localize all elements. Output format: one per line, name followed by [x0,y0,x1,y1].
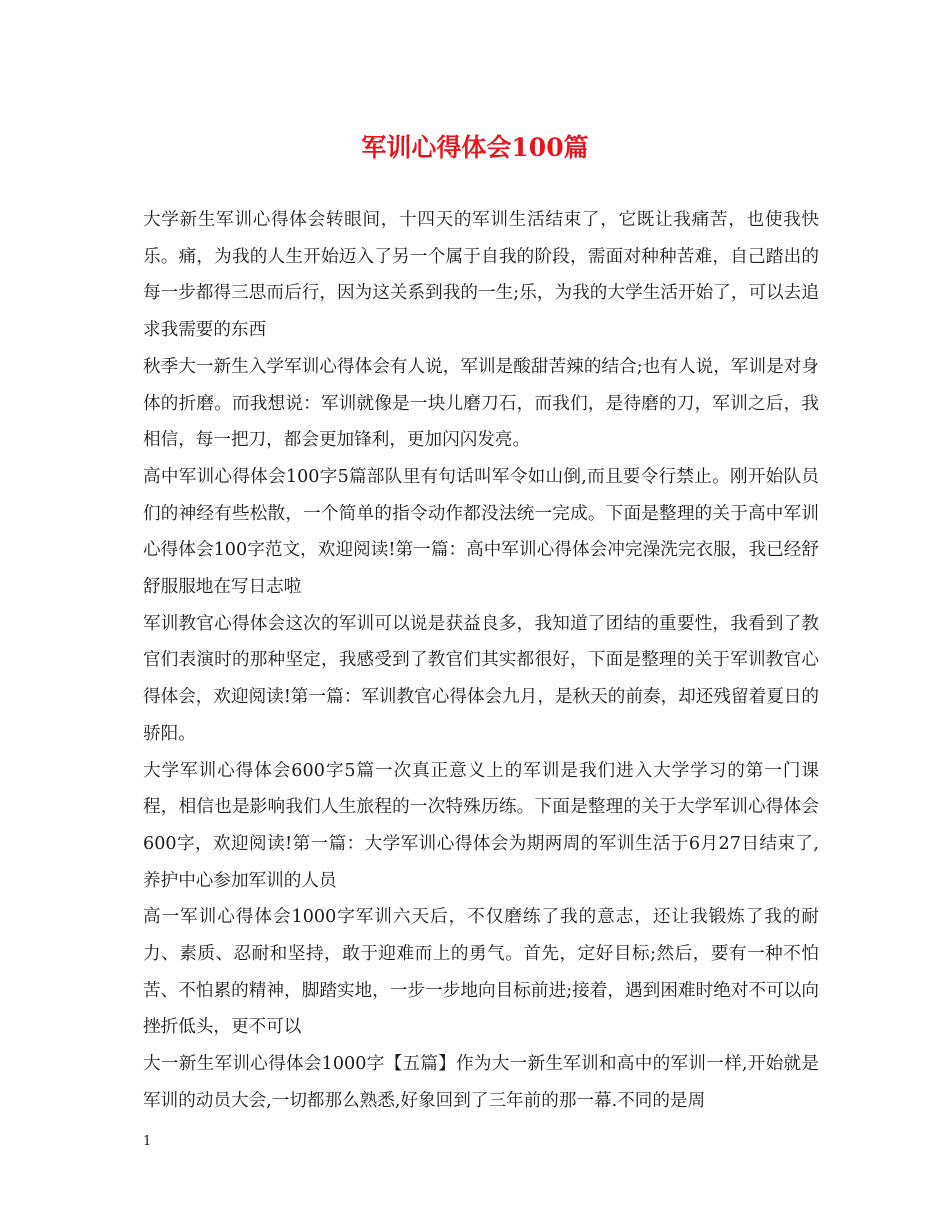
paragraph-1: 大学新生军训心得体会转眼间，十四天的军训生活结束了，它既让我痛苦，也使我快乐。痛，为我的人生开始迈入了另一个属于自我的阶段，需面对种种苦难，自己踏出的每一步都得三思而后行，因为这关系到我的一生;乐，为我的大学生活开始了，可以去追求我需要的东西 [143,210,819,341]
page-title: 军训心得体会100篇 [361,133,589,162]
paragraph-5: 大学军训心得体会600字5篇一次真正意义上的军训是我们进入大学学习的第一门课程，相信也是影响我们人生旅程的一次特殊历练。下面是整理的关于大学军训心得体会600字，欢迎阅读!第一篇：大学军训心得体会为期两周的军训生活于6月27日结束了,养护中心参加军训的人员 [143,760,819,891]
document-body [143,202,819,1120]
paragraph-6: 高一军训心得体会1000字军训六天后，不仅磨练了我的意志，还让我锻炼了我的耐力、素质、忍耐和坚持，敢于迎难而上的勇气。首先，定好目标;然后，要有一种不怕苦、不怕累的精神，脚踏实地，一步一步地向目标前进;接着，遇到困难时绝对不可以向挫折低头，更不可以 [143,907,819,1038]
page-number: 1 [143,1134,152,1149]
paragraph-2: 秋季大一新生入学军训心得体会有人说，军训是酸甜苦辣的结合;也有人说，军训是对身体的折磨。而我想说：军训就像是一块儿磨刀石，而我们，是待磨的刀，军训之后，我相信，每一把刀，都会更加锋利，更加闪闪发亮。 [143,356,819,451]
paragraph-4: 军训教官心得体会这次的军训可以说是获益良多，我知道了团结的重要性，我看到了教官们表演时的那种坚定，我感受到了教官们其实都很好，下面是整理的关于军训教官心得体会，欢迎阅读!第一篇：军训教官心得体会九月，是秋天的前奏，却还残留着夏日的骄阳。 [143,613,819,744]
paragraph-7: 大一新生军训心得体会1000字【五篇】作为大一新生军训和高中的军训一样,开始就是军训的动员大会,一切都那么熟悉,好象回到了三年前的那一幕.不同的是周 [143,1054,819,1111]
paragraph-3: 高中军训心得体会100字5篇部队里有句话叫军令如山倒,而且要令行禁止。刚开始队员们的神经有些松散，一个简单的指令动作都没法统一完成。下面是整理的关于高中军训心得体会100字范文，欢迎阅读!第一篇：高中军训心得体会冲完澡洗完衣服，我已经舒舒服服地在写日志啦 [143,466,819,598]
